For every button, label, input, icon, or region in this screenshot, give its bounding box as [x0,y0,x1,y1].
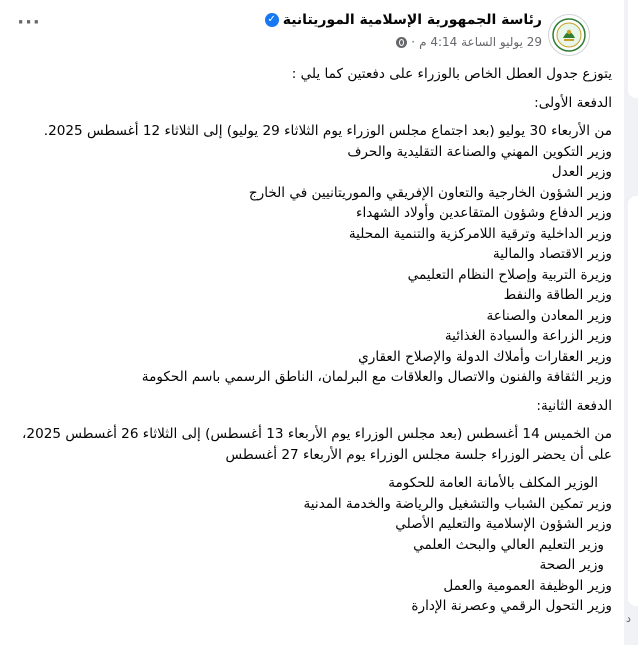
intro-text: يتوزع جدول العطل الخاص بالوزراء على دفعتين كما يلي : [291,66,612,82]
batch1-minister: وزير العدل [551,164,612,180]
batch2-title: الدفعة الثانية: [536,397,612,414]
batch1-minister: وزير المعادن والصناعة [486,307,612,324]
batch2-minister: وزير التعليم العالي والبحث العلمي [413,536,604,553]
batch1-minister: وزير العقارات وأملاك الدولة والإصلاح العقاري [358,348,612,365]
adjacent-card [628,196,638,606]
batch1-minister: وزيرة التربية وإصلاح النظام التعليمي [407,266,612,283]
batch1-minister: وزير الطاقة والنفط [503,287,612,303]
batch1-minister: وزير الشؤون الخارجية والتعاون الإفريقي والموريتانيين في الخارج [248,184,612,201]
page-name-text[interactable]: رئاسة الجمهورية الإسلامية الموريتانية [282,12,542,28]
post-meta [396,35,542,49]
batch1-minister: وزير الاقتصاد والمالية [492,246,612,262]
meta-separator: · [411,35,416,49]
globe-icon [396,37,407,48]
verified-badge-icon: ✓ [265,13,279,27]
batch1-minister: وزير الثقافة والفنون والاتصال والعلاقات مع البرلمان، الناطق الرسمي باسم الحكومة [141,369,612,385]
batch1-minister: وزير الدفاع وشؤون المتقاعدين وأولاد الشهداء [356,205,612,221]
adjacent-column [624,0,638,645]
batch2-minister: الوزير المكلف بالأمانة العامة للحكومة [388,475,598,491]
batch2-dates: من الخميس 14 أغسطس (بعد مجلس الوزراء يوم الأربعاء 13 أغسطس) إلى الثلاثاء 26 أغسطس 2025، على أن يحضر الوزراء جلسة مجلس الوزراء يوم الأربعاء 27 أغسطس [22,426,612,463]
more-options-button[interactable]: ··· [17,12,41,33]
batch2-minister: وزير تمكين الشباب والتشغيل والرياضة والخدمة المدنية [303,495,612,512]
presidency-seal-icon [552,18,586,52]
batch1-minister: وزير التكوين المهني والصناعة التقليدية والحرف [347,143,612,160]
page-name[interactable] [265,12,542,28]
adjacent-card [628,0,638,98]
batch2-minister: وزير الشؤون الإسلامية والتعليم الأصلي [395,516,612,532]
batch2-minister: وزير الصحة [539,557,604,573]
adjacent-text: د [626,612,631,625]
batch1-minister: وزير الداخلية وترقية اللامركزية والتنمية المحلية [348,225,612,242]
batch2-minister: وزير التحول الرقمي وعصرنة الإدارة [411,598,612,614]
post-text [12,64,612,617]
batch1-title: الدفعة الأولى: [534,94,612,111]
post-header [0,0,624,62]
page-avatar[interactable] [548,14,590,56]
batch2-minister: وزير الوظيفة العمومية والعمل [443,577,612,594]
post-timestamp[interactable]: 29 يوليو الساعة 4:14 م [419,35,542,49]
batch1-dates: من الأربعاء 30 يوليو (بعد اجتماع مجلس الوزراء يوم الثلاثاء 29 يوليو) إلى الثلاثاء 12 أغسطس 2025. [43,123,612,139]
batch1-minister: وزير الزراعة والسيادة الغذائية [444,328,612,344]
